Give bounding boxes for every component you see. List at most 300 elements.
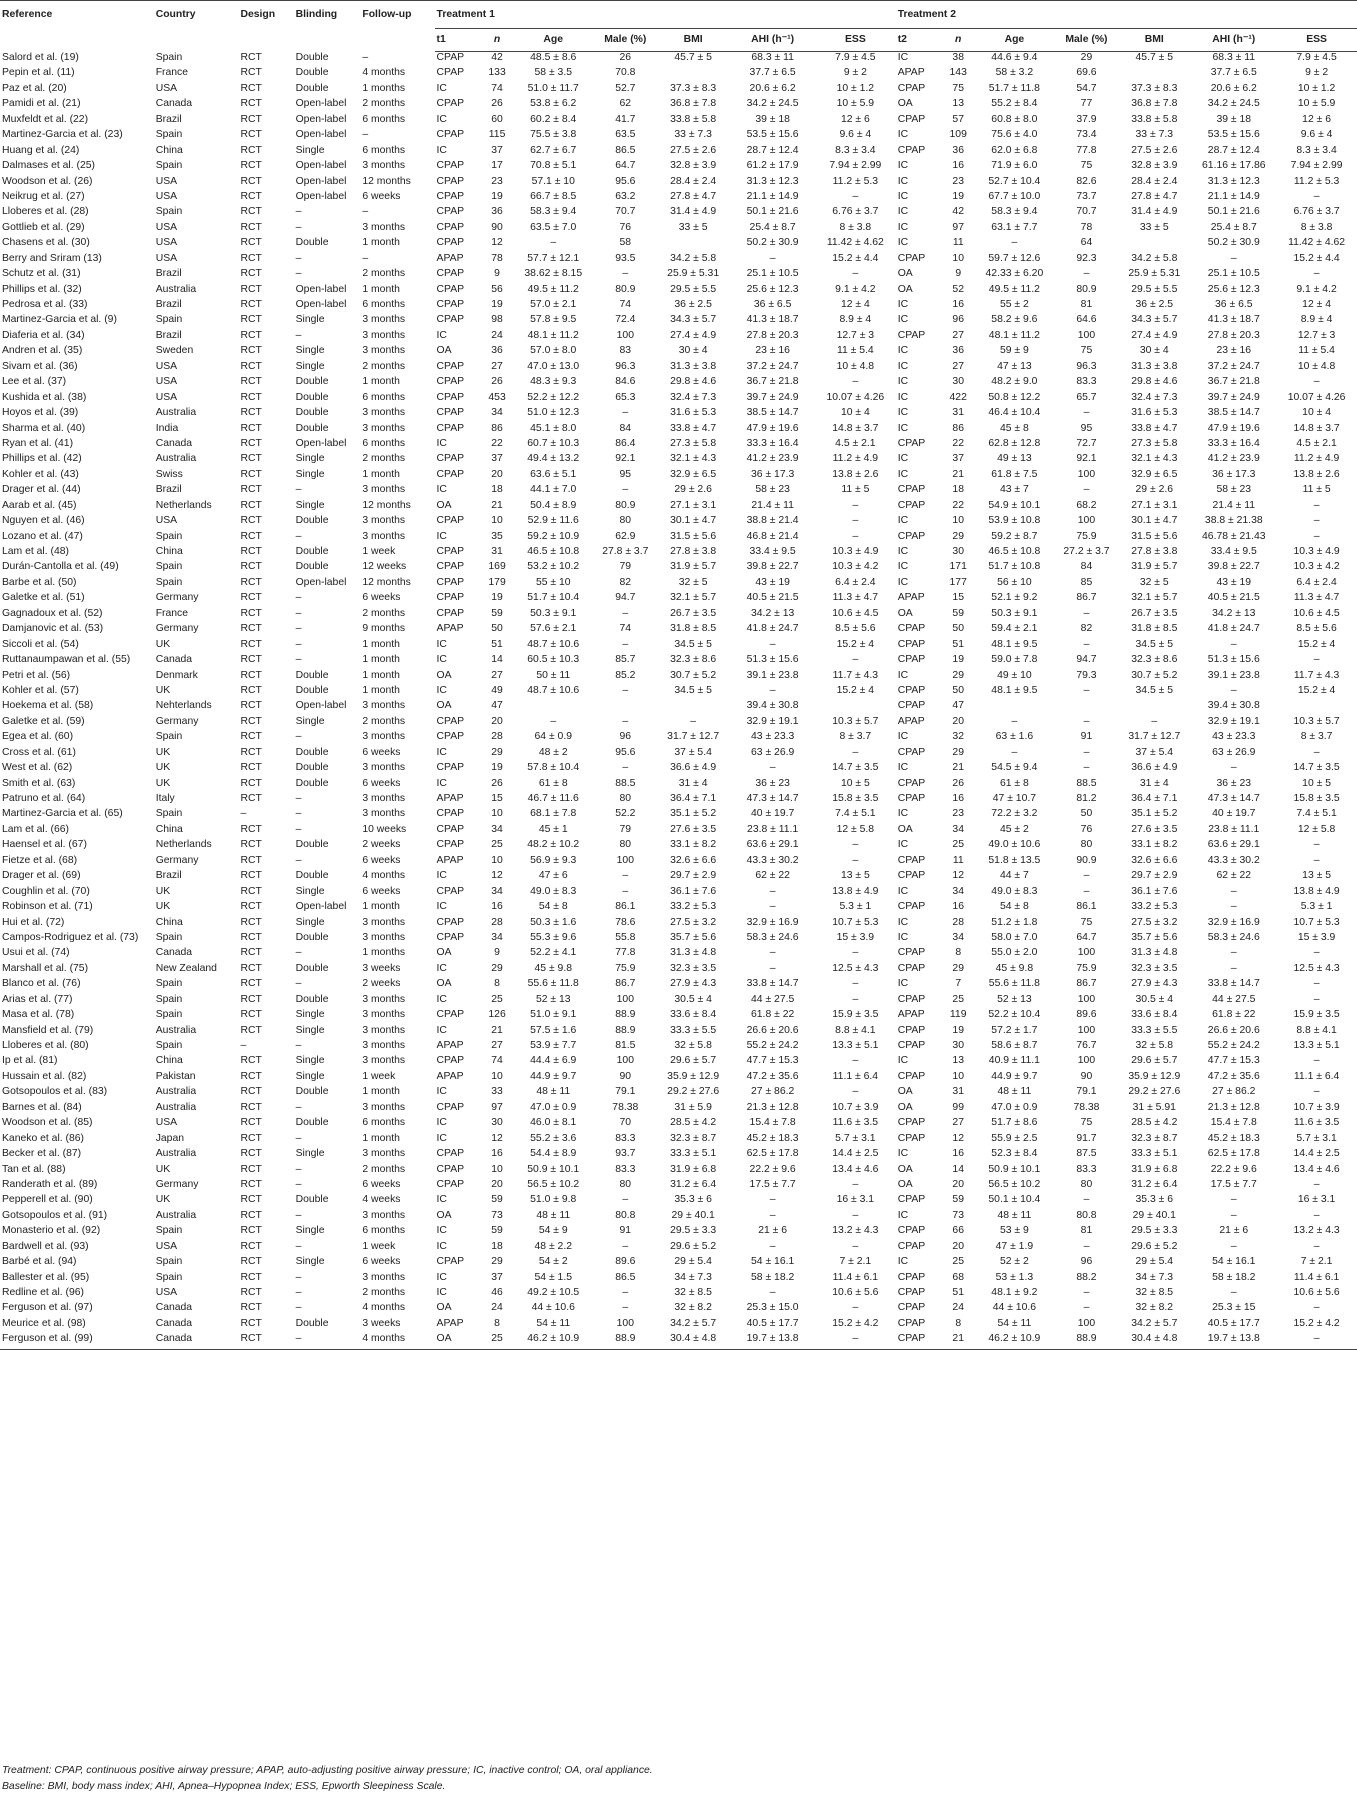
- table-cell: IC: [897, 468, 909, 480]
- table-cell: USA: [155, 237, 178, 249]
- table-cell: RCT: [240, 407, 262, 419]
- table-cell: Open-label: [295, 160, 347, 172]
- table-cell: 16: [952, 160, 964, 172]
- table-cell: 29.5 ± 5.5: [1131, 283, 1178, 295]
- table-cell: 31.9 ± 6.8: [670, 1163, 717, 1175]
- table-cell: 47 ± 10.7: [992, 793, 1037, 804]
- table-cell: 2 weeks: [362, 839, 401, 851]
- table-cell: Double: [295, 82, 329, 94]
- table-cell: 453: [488, 391, 506, 403]
- table-cell: Single: [295, 885, 325, 897]
- table-cell: RCT: [240, 823, 262, 835]
- table-cell: 88.5: [1076, 777, 1097, 789]
- table-cell: 58.6 ± 8.7: [991, 1040, 1038, 1051]
- table-cell: 6.4 ± 2.4: [835, 576, 876, 588]
- table-cell: 86.7: [615, 978, 636, 990]
- table-cell: 13.4 ± 4.6: [1293, 1163, 1340, 1175]
- table-cell: 1 month: [362, 638, 400, 650]
- table-cell: 47.2 ± 35.6: [746, 1070, 799, 1082]
- table-cell: 20: [952, 1178, 964, 1190]
- table-cell: –: [240, 808, 247, 820]
- table-cell: 36.6 ± 4.9: [670, 762, 717, 774]
- table-cell: 25.3 ± 15: [1212, 1302, 1256, 1314]
- table-cell: Open-label: [295, 98, 347, 110]
- table-cell: –: [1230, 1194, 1237, 1206]
- table-cell: 72.4: [615, 314, 636, 326]
- table-cell: 43 ± 23.3: [1212, 731, 1256, 743]
- table-cell: 29: [491, 746, 503, 758]
- table-cell: 25.1 ± 10.5: [1207, 268, 1260, 280]
- table-cell: Kohler et al. (57): [2, 684, 79, 696]
- table-cell: RCT: [240, 1086, 262, 1098]
- table-cell: 75: [1080, 916, 1093, 928]
- table-cell: 52 ± 13: [535, 993, 571, 1005]
- table-cell: 50.1 ± 21.6: [1207, 206, 1260, 218]
- table-cell: 64.7: [1076, 931, 1097, 943]
- table-cell: 8.3 ± 3.4: [1296, 144, 1337, 156]
- table-cell: 30 ± 4: [1139, 345, 1169, 357]
- table-cell: 31: [491, 546, 503, 557]
- table-cell: –: [1313, 1302, 1320, 1314]
- table-cell: 59: [491, 1225, 503, 1237]
- table-cell: IC: [897, 175, 909, 187]
- table-cell: 6 months: [362, 391, 406, 403]
- table-cell: Pedrosa et al. (33): [2, 299, 88, 310]
- table-cell: –: [1230, 1287, 1237, 1298]
- table-cell: 8.9 ± 4: [1300, 314, 1333, 326]
- table-row: [0, 1164, 1357, 1179]
- table-cell: West et al. (62): [2, 762, 73, 774]
- table-cell: 4.5 ± 2.1: [1296, 437, 1337, 449]
- table-cell: 4 months: [360, 1333, 434, 1349]
- table-cell: 8: [494, 978, 500, 990]
- table-cell: OA: [436, 669, 452, 681]
- table-cell: Lozano et al. (47): [2, 530, 83, 542]
- table-cell: 73: [952, 1209, 964, 1221]
- table-cell: –: [622, 268, 629, 280]
- table-cell: USA: [155, 82, 178, 94]
- table-cell: 10.6 ± 4.5: [1293, 607, 1340, 619]
- table-row: [0, 1272, 1357, 1287]
- table-cell: APAP: [436, 1040, 464, 1051]
- table-cell: Double: [295, 762, 329, 774]
- table-cell: Gotsopoulos et al. (91): [2, 1209, 108, 1221]
- table-cell: 32.9 ± 19.1: [746, 715, 799, 727]
- table-cell: 8.9 ± 4: [839, 314, 872, 326]
- table-cell: APAP: [436, 623, 464, 635]
- table-cell: Double: [295, 746, 329, 758]
- table-cell: 21 ± 6: [758, 1225, 788, 1237]
- table-cell: Australia: [155, 1086, 197, 1098]
- table-cell: 32.1 ± 4.3: [670, 453, 717, 465]
- table-cell: 29: [952, 746, 964, 758]
- table-cell: –: [622, 762, 629, 774]
- table-cell: RCT: [240, 839, 262, 851]
- table-row: [0, 1009, 1357, 1024]
- table-cell: 31.8 ± 8.5: [1131, 623, 1178, 635]
- table-cell: 27.5 ± 3.2: [670, 916, 717, 928]
- table-row: [0, 531, 1357, 546]
- table-cell: CPAP: [436, 1148, 465, 1160]
- table-cell: CPAP: [436, 839, 465, 851]
- table-cell: 39.1 ± 23.8: [1207, 669, 1260, 681]
- table-cell: 59.0 ± 7.8: [991, 654, 1038, 666]
- table-cell: 28: [491, 731, 503, 743]
- table-cell: 49.0 ± 10.6: [988, 839, 1041, 851]
- table-row: [0, 453, 1357, 468]
- table-cell: 75.9: [1076, 530, 1097, 542]
- table-cell: 73: [491, 1209, 503, 1221]
- table-cell: 15.2 ± 4: [836, 684, 875, 696]
- table-cell: 40.5 ± 17.7: [746, 1317, 799, 1329]
- table-cell: 1 week: [362, 546, 396, 557]
- table-cell: APAP: [436, 1070, 464, 1082]
- table-cell: –: [295, 1040, 302, 1051]
- table-cell: 62.5 ± 17.8: [1207, 1148, 1260, 1160]
- table-cell: 34.5 ± 5: [1135, 684, 1174, 696]
- table-cell: 94.7: [1076, 654, 1097, 666]
- table-cell: 12 months: [362, 175, 411, 187]
- table-cell: RCT: [240, 762, 262, 774]
- table-cell: Australia: [155, 453, 197, 465]
- table-cell: 29.5 ± 3.3: [1131, 1225, 1178, 1237]
- table-cell: 33 ± 5: [678, 221, 708, 233]
- table-cell: 23 ± 16: [1216, 345, 1252, 357]
- table-cell: 6 weeks: [362, 746, 401, 758]
- table-cell: 60.8 ± 8.0: [991, 113, 1038, 125]
- table-cell: 40.5 ± 21.5: [746, 592, 799, 604]
- table-cell: CPAP: [896, 1333, 944, 1349]
- table-cell: IC: [436, 530, 447, 542]
- table-cell: –: [295, 854, 302, 866]
- table-cell: CPAP: [897, 1132, 926, 1144]
- table-cell: 51.3 ± 15.6: [1207, 654, 1260, 666]
- table-cell: 1 month: [362, 684, 400, 696]
- table-cell: Double: [295, 962, 329, 974]
- table-cell: 28.7 ± 12.4: [1207, 144, 1260, 156]
- table-row: [0, 284, 1357, 299]
- table-cell: RCT: [240, 993, 262, 1005]
- table-cell: USA: [155, 1287, 178, 1298]
- table-cell: 12 ± 5.8: [1297, 823, 1336, 835]
- table-cell: –: [852, 499, 859, 511]
- table-cell: [512, 700, 595, 715]
- table-cell: –: [295, 252, 302, 264]
- table-cell: 34.2 ± 24.5: [1207, 98, 1260, 110]
- col-reference: Reference: [0, 1, 154, 52]
- table-cell: 83.3: [615, 1132, 636, 1144]
- table-cell: 2 months: [362, 98, 406, 110]
- table-cell: 39 ± 18: [1216, 113, 1252, 125]
- table-cell: 96.3: [615, 360, 636, 372]
- table-cell: Open-label: [295, 437, 347, 449]
- table-cell: 29.6 ± 5.2: [1131, 1240, 1178, 1252]
- group-treatment-1: Treatment 1: [435, 1, 896, 29]
- table-cell: RCT: [240, 1317, 262, 1329]
- table-cell: 21.1 ± 14.9: [1207, 190, 1260, 202]
- table-cell: Ruttanaumpawan et al. (55): [2, 654, 131, 666]
- table-cell: CPAP: [436, 916, 465, 928]
- table-cell: 39.8 ± 22.7: [1207, 561, 1260, 573]
- table-row: [0, 330, 1357, 345]
- table-cell: CPAP: [436, 237, 465, 249]
- table-cell: –: [852, 1209, 859, 1221]
- table-cell: –: [622, 870, 629, 882]
- table-cell: 41.8 ± 24.7: [746, 623, 799, 635]
- table-cell: 3 months: [362, 329, 406, 341]
- table-cell: RCT: [240, 268, 262, 280]
- table-row: [0, 1318, 1357, 1333]
- table-cell: Spain: [155, 1271, 183, 1283]
- table-cell: [656, 700, 730, 715]
- table-cell: 30: [491, 1117, 503, 1129]
- table-cell: –: [1313, 1209, 1320, 1221]
- table-cell: 6 months: [362, 113, 406, 125]
- table-cell: 7: [955, 978, 962, 990]
- table-cell: RCT: [240, 1163, 262, 1175]
- table-cell: 25.6 ± 12.3: [746, 283, 799, 295]
- table-cell: 8.5 ± 5.6: [1296, 623, 1337, 635]
- table-cell: 59: [491, 607, 503, 619]
- table-cell: 31.3 ± 4.8: [670, 947, 717, 959]
- table-cell: Open-label: [295, 175, 347, 187]
- table-row: [0, 160, 1357, 175]
- table-cell: –: [295, 823, 302, 835]
- table-row: [0, 1179, 1357, 1194]
- table-cell: IC: [897, 731, 909, 743]
- table-cell: 56.9 ± 9.3: [530, 854, 577, 866]
- table-cell: OA: [436, 700, 452, 712]
- table-cell: Kushida et al. (38): [2, 391, 87, 403]
- table-cell: Meurice et al. (98): [2, 1317, 86, 1329]
- table-cell: Berry and Sriram (13): [2, 252, 102, 264]
- table-cell: –: [295, 530, 302, 542]
- table-cell: 32 ± 5: [678, 576, 708, 588]
- table-cell: 46.5 ± 10.8: [527, 546, 580, 557]
- table-cell: Brazil: [155, 268, 182, 280]
- table-row: [0, 484, 1357, 499]
- table-cell: Double: [295, 407, 329, 419]
- table-cell: 51.8 ± 13.5: [988, 854, 1041, 866]
- table-cell: RCT: [240, 576, 262, 588]
- table-cell: 23: [952, 175, 964, 187]
- table-cell: RCT: [240, 530, 262, 542]
- table-cell: 27.6 ± 3.5: [670, 823, 717, 835]
- table-cell: CPAP: [436, 376, 465, 388]
- table-cell: RCT: [240, 947, 262, 959]
- table-cell: Canada: [154, 1333, 239, 1349]
- table-cell: 92.1: [1076, 453, 1097, 465]
- table-cell: –: [295, 221, 302, 233]
- table-cell: Netherlands: [155, 499, 212, 511]
- table-cell: 10.7 ± 5.3: [832, 916, 879, 928]
- table-cell: 50.9 ± 10.1: [527, 1163, 580, 1175]
- table-cell: 3 months: [362, 1271, 406, 1283]
- table-cell: Hussain et al. (82): [2, 1070, 87, 1082]
- table-cell: 51.0 ± 9.8: [530, 1194, 577, 1206]
- table-cell: USA: [155, 175, 178, 187]
- table-cell: 48 ± 11: [536, 1086, 571, 1098]
- table-cell: OA: [897, 607, 913, 619]
- table-cell: RCT: [240, 1009, 262, 1021]
- table-cell: 53.2 ± 10.2: [527, 561, 580, 573]
- table-cell: 35.1 ± 5.2: [670, 808, 717, 820]
- table-cell: 143: [949, 67, 967, 79]
- table-cell: IC: [436, 1225, 447, 1237]
- table-cell: 47.7 ± 15.3: [1207, 1055, 1260, 1067]
- table-cell: IC: [897, 576, 909, 588]
- table-cell: OA: [897, 268, 913, 280]
- table-cell: 15.2 ± 4.2: [1293, 1317, 1340, 1329]
- table-cell: –: [852, 854, 859, 866]
- table-cell: 49.5 ± 11.2: [988, 283, 1040, 295]
- table-cell: 16 ± 3.1: [1297, 1194, 1336, 1206]
- table-cell: 50: [491, 623, 503, 635]
- table-cell: 19: [952, 654, 964, 666]
- table-cell: 46.8 ± 21.4: [746, 530, 799, 542]
- table-cell: Cross et al. (61): [2, 746, 76, 758]
- table-cell: RCT: [240, 1225, 262, 1237]
- table-cell: 58.2 ± 9.6: [991, 314, 1038, 326]
- table-cell: IC: [436, 1194, 447, 1206]
- table-cell: 13.3 ± 5.1: [832, 1040, 879, 1051]
- table-cell: 8.5 ± 5.6: [835, 623, 876, 635]
- table-cell: Pepin et al. (11): [2, 67, 75, 79]
- table-cell: 58.3 ± 9.4: [991, 206, 1038, 218]
- table-cell: 58 ± 23: [755, 484, 790, 496]
- table-cell: CPAP: [436, 607, 465, 619]
- table-cell: CPAP: [897, 1040, 926, 1051]
- table-cell: IC: [897, 52, 909, 63]
- table-cell: 33.3 ± 16.4: [1207, 437, 1260, 449]
- table-cell: 12 ± 6: [1302, 113, 1331, 125]
- table-cell: 31 ± 4: [1139, 777, 1169, 789]
- col-bmi1: BMI: [656, 29, 730, 52]
- table-cell: RCT: [240, 484, 262, 496]
- table-cell: 8 ± 3.8: [1300, 221, 1333, 233]
- table-cell: RCT: [240, 854, 262, 866]
- table-cell: CPAP: [897, 746, 926, 758]
- table-cell: 27.9 ± 4.3: [670, 978, 717, 990]
- table-cell: –: [852, 1055, 859, 1067]
- table-cell: 9.6 ± 4: [1300, 129, 1333, 141]
- table-cell: 58 ± 18.2: [1212, 1271, 1256, 1283]
- table-cell: –: [1083, 1287, 1090, 1298]
- table-cell: 9.1 ± 4.2: [1296, 283, 1337, 295]
- table-cell: 33.2 ± 5.3: [1131, 901, 1178, 913]
- table-cell: 33.3 ± 16.4: [746, 437, 799, 449]
- table-cell: 70.8: [615, 67, 636, 79]
- table-cell: 3 months: [362, 1040, 406, 1051]
- table-cell: CPAP: [897, 684, 926, 696]
- table-cell: 78: [491, 252, 503, 264]
- table-cell: 2 weeks: [362, 978, 401, 990]
- table-cell: 1 month: [362, 376, 400, 388]
- table-cell: 62.9: [615, 530, 636, 542]
- table-cell: IC: [897, 360, 909, 372]
- table-cell: 47.9 ± 19.6: [1207, 422, 1260, 434]
- table-body: [0, 52, 1357, 1350]
- table-cell: 47: [491, 700, 503, 712]
- table-cell: RCT: [240, 901, 262, 913]
- table-cell: Lam et al. (48): [2, 546, 69, 557]
- table-cell: Double: [295, 515, 329, 527]
- table-cell: 27.9 ± 4.3: [1131, 978, 1178, 990]
- table-cell: Usui et al. (74): [2, 947, 70, 959]
- table-cell: 25.9 ± 5.31: [1128, 268, 1181, 280]
- table-cell: 1 month: [362, 1132, 400, 1144]
- table-cell: IC: [897, 839, 909, 851]
- table-row: [0, 361, 1357, 376]
- table-cell: Tan et al. (88): [2, 1163, 66, 1175]
- table-cell: 29 ± 40.1: [1132, 1209, 1176, 1221]
- table-cell: 29.6 ± 5.7: [1131, 1055, 1178, 1067]
- table-cell: –: [1313, 978, 1320, 990]
- table-cell: 8: [955, 947, 962, 959]
- table-cell: 90: [619, 1070, 632, 1082]
- table-cell: 59.4 ± 2.1: [991, 623, 1038, 635]
- table-cell: IC: [897, 453, 909, 465]
- table-cell: –: [622, 885, 629, 897]
- table-cell: 3 weeks: [362, 1317, 401, 1329]
- table-cell: RCT: [240, 190, 262, 202]
- table-cell: 3 months: [362, 793, 406, 804]
- table-cell: –: [240, 1040, 247, 1051]
- table-cell: 55.8: [615, 931, 636, 943]
- table-cell: 42: [491, 52, 503, 63]
- table-cell: 22.2 ± 9.6: [1210, 1163, 1257, 1175]
- table-cell: 10 ± 4.8: [836, 360, 875, 372]
- table-cell: CPAP: [897, 962, 926, 974]
- table-cell: CPAP: [436, 885, 465, 897]
- table-cell: 65.7: [1076, 391, 1097, 403]
- table-cell: –: [295, 1209, 302, 1221]
- table-row: [0, 963, 1357, 978]
- table-cell: 48.1 ± 9.5: [991, 638, 1038, 650]
- table-cell: China: [155, 546, 183, 557]
- table-cell: IC: [436, 901, 447, 913]
- table-cell: 50: [952, 623, 964, 635]
- table-cell: 90: [491, 221, 503, 233]
- table-cell: 47.3 ± 14.7: [1207, 793, 1260, 804]
- table-cell: –: [852, 978, 859, 990]
- table-cell: 34.2 ± 5.8: [670, 252, 717, 264]
- table-cell: 52.3 ± 8.4: [991, 1148, 1038, 1160]
- table-cell: Double: [295, 1194, 329, 1206]
- table-cell: IC: [897, 1055, 909, 1067]
- table-cell: OA: [897, 1101, 913, 1113]
- table-cell: 3 months: [362, 762, 406, 774]
- table-cell: IC: [897, 129, 909, 141]
- table-cell: 37.9: [1076, 113, 1097, 125]
- table-cell: 83: [619, 345, 632, 357]
- table-cell: 6.76 ± 3.7: [832, 206, 879, 218]
- table-cell: 6 weeks: [362, 1178, 401, 1190]
- table-cell: CPAP: [436, 762, 465, 774]
- table-cell: New Zealand: [155, 962, 217, 974]
- table-cell: 27: [952, 329, 964, 341]
- table-cell: 41.2 ± 23.9: [746, 453, 799, 465]
- table-cell: RCT: [240, 252, 262, 264]
- table-cell: 55 ± 10: [535, 576, 571, 588]
- table-cell: Woodson et al. (26): [2, 175, 93, 187]
- table-cell: 34: [491, 885, 503, 897]
- table-cell: 60: [491, 113, 503, 125]
- table-cell: 10 ± 5.9: [836, 98, 875, 110]
- table-cell: CPAP: [436, 1101, 465, 1113]
- table-cell: 15.9 ± 3.5: [832, 1009, 879, 1021]
- table-cell: 63.2: [615, 190, 636, 202]
